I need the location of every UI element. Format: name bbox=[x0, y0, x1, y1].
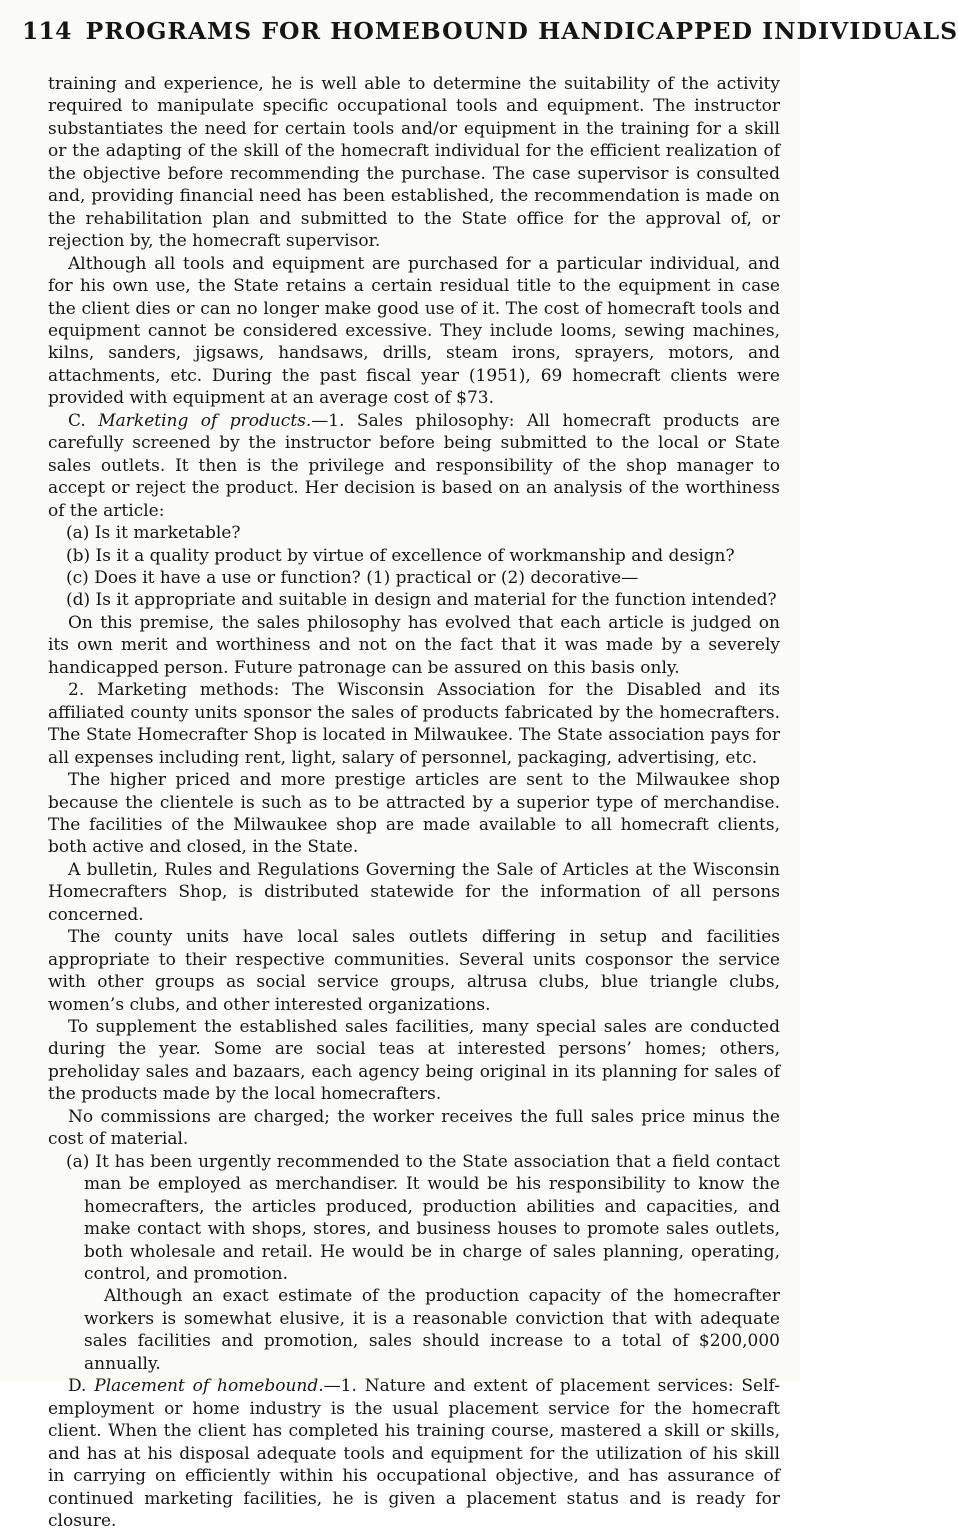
body-text bbox=[48, 73, 780, 1532]
running-head bbox=[22, 17, 958, 45]
section-letter-d: D. bbox=[68, 1376, 95, 1397]
paragraph-production-capacity: Although an exact estimate of the production capacity of the homecrafter workers is somewhat elusive, it is a reasonable conviction that with adequate sales facilities and promotion, sales should increase to a total of $200,000 annually. bbox=[84, 1286, 780, 1374]
paragraph-placement bbox=[48, 1375, 780, 1532]
section-heading-placement: Placement of homebound. bbox=[94, 1376, 324, 1397]
page-number: 114 bbox=[22, 17, 72, 45]
paragraph-merchandiser: (a) It has been urgently recommended to the State association that a field contact man be employed as merchandiser. It would be his responsibility to know the homecrafters, the articles produced, production abilities and capacities, and make contact with shops, stores, and business houses to promote sales outlets, both wholesale and retail. He would be in charge of sales planning, operating, control, and promotion. bbox=[66, 1151, 780, 1285]
running-title: PROGRAMS FOR HOMEBOUND HANDICAPPED INDIVIDUALS bbox=[85, 17, 958, 45]
paragraph-marketing-philosophy bbox=[48, 410, 780, 522]
paragraph-bulletin: A bulletin, Rules and Regulations Governing the Sale of Articles at the Wisconsin Homecrafters Shop, is distributed statewide for the information of all persons concerned. bbox=[48, 859, 780, 925]
paragraph-marketing-methods: 2. Marketing methods: The Wisconsin Association for the Disabled and its affiliated county units sponsor the sales of products fabricated by the homecrafters. The State Homecrafter Shop is located in Milwaukee. The State association pays for all expenses including rent, light, salary of personnel, packaging, advertising, etc. bbox=[48, 680, 780, 768]
paragraph-residual-title: Although all tools and equipment are purchased for a particular individual, and for his own use, the State retains a certain residual title to the equipment in case the client dies or can no longer make good use of it. The cost of homecraft tools and equipment cannot be considered excessive. They include looms, sewing machines, kilns, sanders, jigsaws, handsaws, drills, steam irons, sprayers, motors, and attachments, etc. During the past fiscal year (1951), 69 homecraft clients were provided with equipment at an average cost of $73. bbox=[48, 253, 780, 409]
paragraph-county-units: The county units have local sales outlets differing in setup and facilities appropriate to their respective communities. Several units cosponsor the service with other groups as social service groups, altrusa clubs, blue triangle clubs, women’s clubs, and other interested organizations. bbox=[48, 927, 780, 1015]
paragraph-commissions: No commissions are charged; the worker receives the full sales price minus the cost of material. bbox=[48, 1106, 780, 1150]
criterion-a: (a) Is it marketable? bbox=[66, 523, 241, 544]
criterion-c: (c) Does it have a use or function? (1) practical or (2) decorative— bbox=[66, 567, 639, 588]
paragraph-tools-need: training and experience, he is well able to determine the suitability of the activity required to manipulate specific occupational tools and equipment. The instructor substantiates the need for certain tools and/or equipment in the training for a skill or the adapting of the skill of the homecraft individual for the efficient realization of the objective before recommending the purchase. The case supervisor is consulted and, providing financial need has been established, the recommendation is made on the rehabilitation plan and submitted to the State office for the approval of, or rejection by, the homecraft supervisor. bbox=[48, 74, 780, 252]
section-letter-c: C. bbox=[68, 410, 99, 431]
paragraph-premise: On this premise, the sales philosophy has evolved that each article is judged on its own merit and worthiness and not on the fact that it was made by a severely handicapped person. Future patronage can be assured on this basis only. bbox=[48, 612, 780, 678]
criterion-d: (d) Is it appropriate and suitable in design and material for the function intended? bbox=[66, 590, 777, 611]
paragraph-milwaukee-shop: The higher priced and more prestige articles are sent to the Milwaukee shop because the clientele is such as to be attracted by a superior type of merchandise. The facilities of the Milwaukee shop are made available to all homecraft clients, both active and closed, in the State. bbox=[48, 770, 780, 858]
marketing-philosophy-text: —1. Sales philosophy: All homecraft products are carefully screened by the instructor before being submitted to the local or State sales outlets. It then is the privilege and responsibility of the shop manager to accept or reject the product. Her decision is based on an analysis of the worthiness of the article: bbox=[48, 410, 780, 521]
section-heading-marketing: Marketing of products. bbox=[98, 410, 312, 431]
paragraph-special-sales: To supplement the established sales facilities, many special sales are conducted during the year. Some are social teas at interested persons’ homes; others, preholiday sales and bazaars, each agency being original in its planning for sales of the products made by the local homecrafters. bbox=[48, 1017, 780, 1105]
criterion-b: (b) Is it a quality product by virtue of excellence of workmanship and design? bbox=[66, 545, 735, 566]
placement-text: —1. Nature and extent of placement services: Self-employment or home industry is the usual placement service for the homecraft client. When the client has completed his training course, mastered a skill or skills, and has at his disposal adequate tools and equipment for the utilization of his skill in carrying on efficiently within his occupational objective, and has assurance of continued marketing facilities, he is given a placement status and is ready for closure. bbox=[48, 1376, 780, 1531]
